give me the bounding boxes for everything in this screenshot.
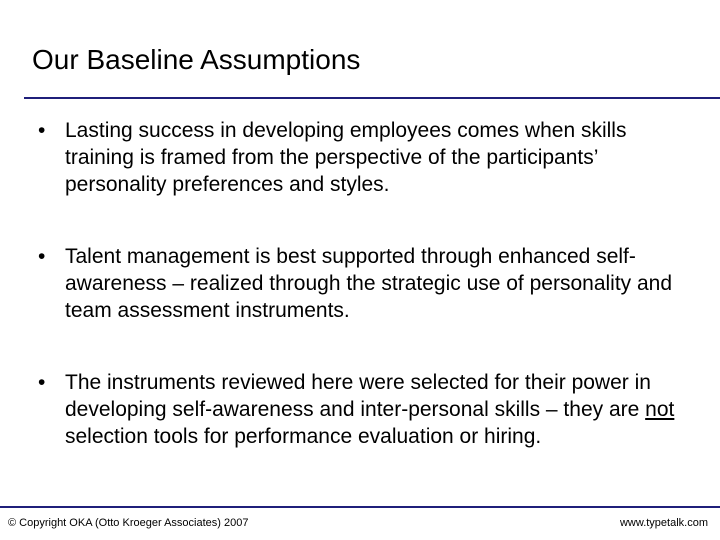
bullet-item (38, 369, 678, 450)
bullet-text-part: selection tools for performance evaluation or hiring. (65, 425, 542, 448)
title-divider (24, 97, 720, 99)
bullet-icon: • (38, 245, 46, 268)
footer-website: www.typetalk.com (619, 517, 708, 529)
bullet-item (38, 117, 678, 198)
footer-copyright: © Copyright OKA (Otto Kroeger Associates) 2007 (8, 517, 249, 529)
bullet-text-part: The instruments reviewed here were selected for their power in developing self-awareness and inter-personal skills – they are (65, 371, 651, 421)
footer-divider (0, 506, 720, 508)
bullet-icon: • (38, 119, 46, 142)
emphasis-underlined: not (645, 398, 675, 421)
bullet-text (65, 369, 678, 450)
bullet-icon: • (38, 371, 46, 394)
bullet-text: Lasting success in developing employees comes when skills training is framed from the perspective of the participants’ personality preferences and styles. (65, 119, 627, 196)
bullet-text: Talent management is best supported through enhanced self-awareness – realized through the strategic use of personality and team assessment instruments. (65, 245, 673, 322)
slide-title: Our Baseline Assumptions (32, 44, 361, 75)
bullet-item (38, 243, 678, 324)
